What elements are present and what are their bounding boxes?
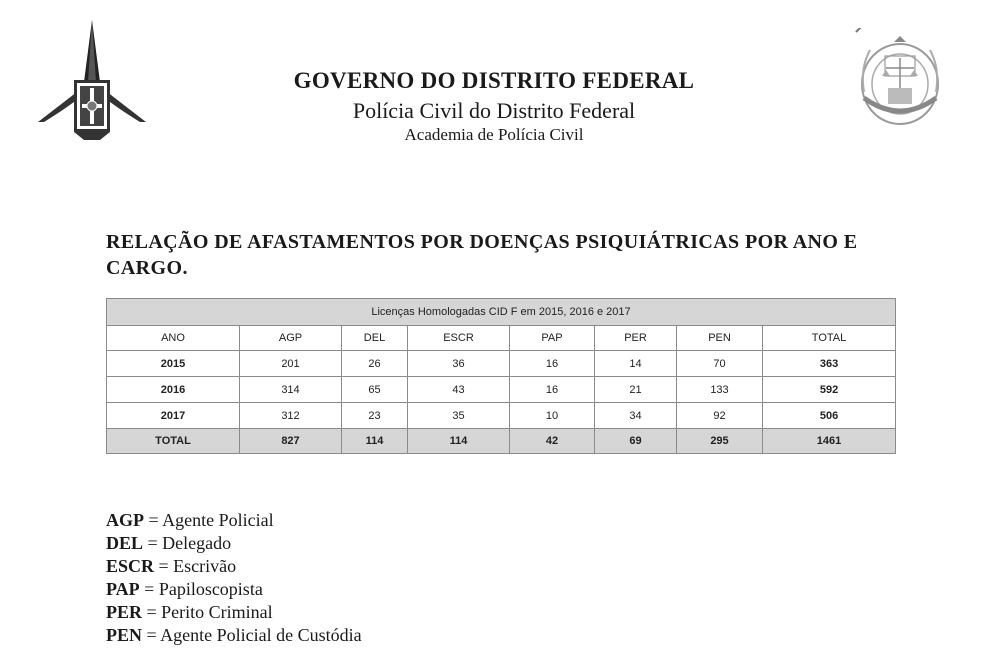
legend-code: DEL <box>106 533 144 553</box>
legend-code: PEN <box>106 625 142 645</box>
row-total-cell: 506 <box>763 403 896 429</box>
total-cell: 295 <box>677 429 763 454</box>
table-cell: 201 <box>240 351 342 377</box>
column-header: DEL <box>342 326 408 351</box>
legend-meaning: Delegado <box>162 533 232 553</box>
table-cell: 92 <box>677 403 763 429</box>
year-cell: 2015 <box>107 351 240 377</box>
legend-meaning: Perito Criminal <box>161 602 273 622</box>
legend-item: PEN = Agente Policial de Custódia <box>106 625 362 645</box>
legend-code: AGP <box>106 510 144 530</box>
column-header: PEN <box>677 326 763 351</box>
abbreviation-legend <box>106 509 362 647</box>
total-cell: 114 <box>342 429 408 454</box>
table-cell: 10 <box>510 403 595 429</box>
table-row <box>107 377 896 403</box>
legend-meaning: Papiloscopista <box>158 579 263 599</box>
gdf-emblem-logo <box>34 18 150 142</box>
legend-code: PAP <box>106 579 140 599</box>
total-label: TOTAL <box>107 429 240 454</box>
table-header-row <box>107 326 896 351</box>
table-row <box>107 403 896 429</box>
table-cell: 26 <box>342 351 408 377</box>
table-cell: 23 <box>342 403 408 429</box>
table-caption-row <box>107 299 896 326</box>
legend-item: DEL = Delegado <box>106 533 232 553</box>
legend-meaning: Agente Policial <box>162 510 274 530</box>
grand-total-cell: 1461 <box>763 429 896 454</box>
table-cell: 314 <box>240 377 342 403</box>
legend-item: PAP = Papiloscopista <box>106 579 263 599</box>
table-cell: 65 <box>342 377 408 403</box>
total-cell: 827 <box>240 429 342 454</box>
table-cell: 133 <box>677 377 763 403</box>
total-cell: 114 <box>408 429 510 454</box>
table-cell: 43 <box>408 377 510 403</box>
year-cell: 2016 <box>107 377 240 403</box>
total-cell: 69 <box>595 429 677 454</box>
legend-item: PER = Perito Criminal <box>106 602 273 622</box>
column-header: ANO <box>107 326 240 351</box>
table-cell: 34 <box>595 403 677 429</box>
table-caption: Licenças Homologadas CID F em 2015, 2016 e 2017 <box>107 299 896 326</box>
table-total-row <box>107 429 896 454</box>
table-row <box>107 351 896 377</box>
leave-table <box>106 298 896 454</box>
row-total-cell: 592 <box>763 377 896 403</box>
table-cell: 35 <box>408 403 510 429</box>
column-header: PAP <box>510 326 595 351</box>
column-header: ESCR <box>408 326 510 351</box>
table-cell: 16 <box>510 377 595 403</box>
legend-meaning: Agente Policial de Custódia <box>160 625 362 645</box>
column-header: TOTAL <box>763 326 896 351</box>
table-cell: 14 <box>595 351 677 377</box>
table-cell: 16 <box>510 351 595 377</box>
legend-item: AGP = Agente Policial <box>106 510 274 530</box>
academy-title: Academia de Polícia Civil <box>404 125 584 144</box>
year-cell: 2017 <box>107 403 240 429</box>
document-title: RELAÇÃO DE AFASTAMENTOS POR DOENÇAS PSIQUIÁTRICAS POR ANO E CARGO. <box>106 231 858 279</box>
legend-code: ESCR <box>106 556 155 576</box>
table-cell: 21 <box>595 377 677 403</box>
column-header: PER <box>595 326 677 351</box>
legend-item: ESCR = Escrivão <box>106 556 237 576</box>
table-cell: 70 <box>677 351 763 377</box>
table-cell: 36 <box>408 351 510 377</box>
column-header: AGP <box>240 326 342 351</box>
police-title: Polícia Civil do Distrito Federal <box>352 98 636 123</box>
legend-meaning: Escrivão <box>173 556 237 576</box>
table-cell: 312 <box>240 403 342 429</box>
government-title: GOVERNO DO DISTRITO FEDERAL <box>293 68 695 93</box>
total-cell: 42 <box>510 429 595 454</box>
row-total-cell: 363 <box>763 351 896 377</box>
pcdf-seal <box>850 28 950 134</box>
legend-code: PER <box>106 602 142 622</box>
